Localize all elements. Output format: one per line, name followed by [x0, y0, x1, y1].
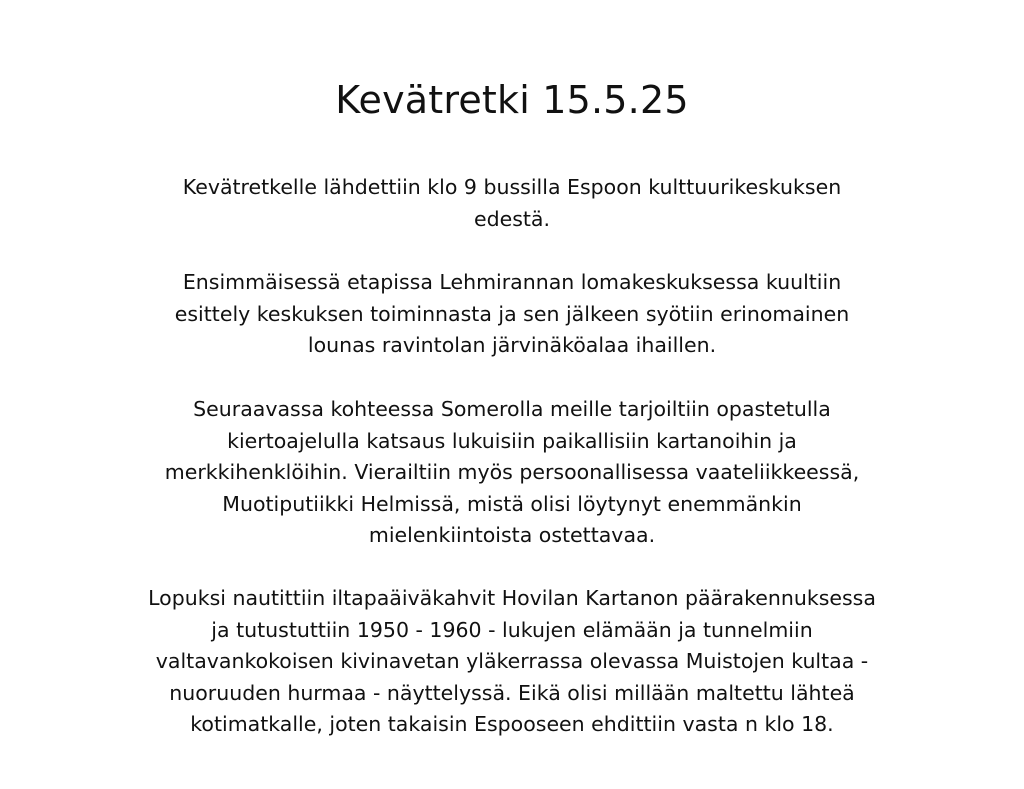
text-line: Muotiputiikki Helmissä, mistä olisi löytynyt enemmänkin: [222, 491, 802, 516]
text-line: edestä.: [473, 206, 551, 231]
text-line: mielenkiintoista ostettavaa.: [368, 523, 656, 548]
text-line: Lopuksi nautittiin iltapaäiväkahvit Hovilan Kartanon päärakennuksessa: [148, 586, 876, 610]
document-title: Kevätretki 15.5.25: [335, 78, 689, 122]
text-line: Ensimmäisessä etapissa Lehmirannan lomakeskuksessa kuultiin: [182, 270, 842, 294]
text-line: nuoruuden hurmaa - näyttelyssä. Eikä olisi millään maltettu lähteä: [169, 680, 855, 705]
text-line: lounas ravintolan järvinäköalaa ihaillen.: [307, 333, 717, 358]
text-line: kotimatkalle, joten takaisin Espooseen ehdittiin vasta n klo 18.: [190, 712, 834, 737]
paragraph-second-stop: [0, 394, 1024, 552]
text-line: merkkihenklöihin. Vierailtiin myös persoonallisessa vaateliikkeessä,: [164, 460, 860, 485]
text-line: valtavankokoisen kivinavetan yläkerrassa olevassa Muistojen kultaa -: [155, 649, 869, 674]
text-line: kiertoajelulla katsaus lukuisiin paikallisiin kartanoihin ja: [227, 428, 797, 453]
paragraph-first-stop: [0, 267, 1024, 362]
text-line: Kevätretkelle lähdettiin klo 9 bussilla Espoon kulttuurikeskuksen: [182, 175, 842, 199]
paragraph-departure: [0, 172, 1024, 235]
text-line: Seuraavassa kohteessa Somerolla meille tarjoiltiin opastetulla: [193, 397, 831, 421]
paragraph-final-stop: [0, 583, 1024, 741]
text-line: esittely keskuksen toiminnasta ja sen jälkeen syötiin erinomainen: [174, 301, 850, 326]
text-line: ja tutustuttiin 1950 - 1960 - lukujen elämään ja tunnelmiin: [211, 617, 813, 642]
